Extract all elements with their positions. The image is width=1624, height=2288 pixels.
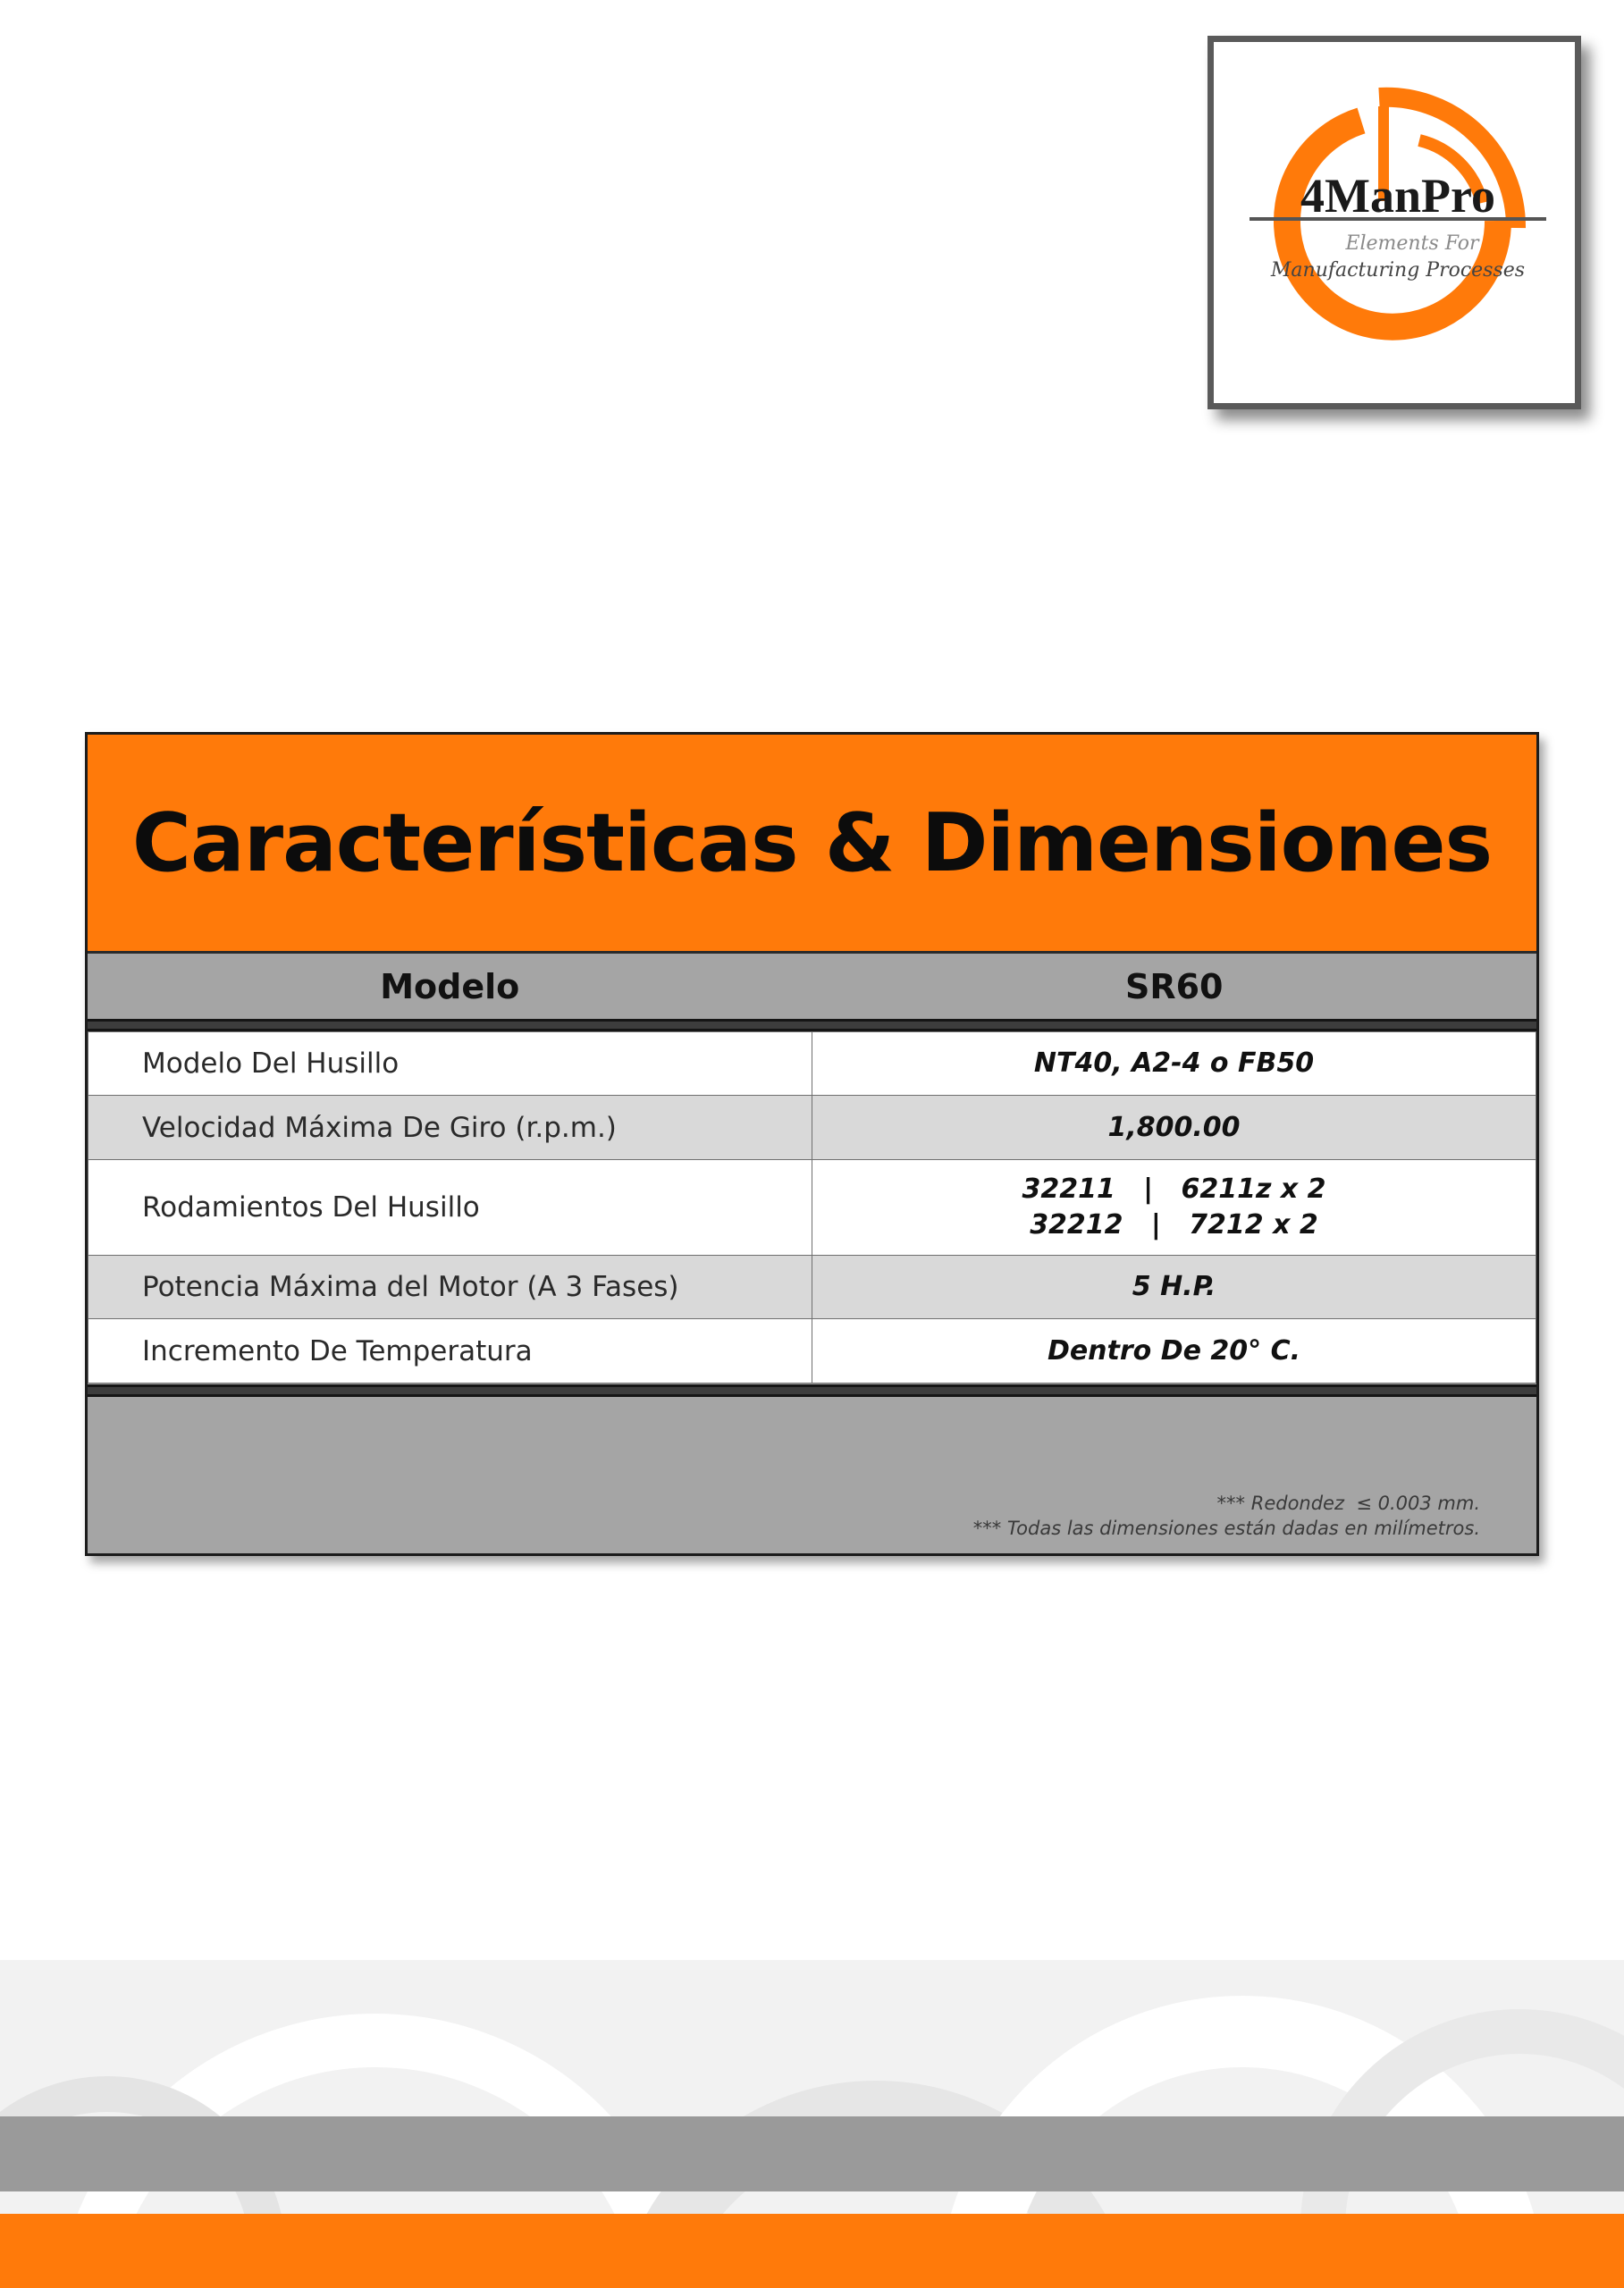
specs-card: [85, 732, 1539, 1556]
spec-label: Modelo Del Husillo: [88, 1032, 812, 1096]
footnote-units: *** Todas las dimensiones están dadas en milímetros.: [972, 1518, 1480, 1539]
footer-grey-band: [0, 2116, 1624, 2191]
brand-logo: [1207, 36, 1581, 409]
table-row: [88, 1256, 1536, 1319]
table-row: [88, 1319, 1536, 1384]
table-row: [88, 1160, 1536, 1256]
logo-tagline-2: Manufacturing Processes: [1270, 259, 1526, 282]
divider-band-top: [88, 1019, 1536, 1031]
table-row: [88, 1032, 1536, 1096]
logo-outer-arc: [1287, 121, 1498, 327]
spec-label: Potencia Máxima del Motor (A 3 Fases): [88, 1256, 812, 1319]
spec-value: 1,800.00: [812, 1096, 1536, 1160]
spec-label: Incremento De Temperatura: [88, 1319, 812, 1384]
logo-brand-name: 4ManPro: [1300, 169, 1495, 223]
spec-value: NT40, A2-4 o FB50: [812, 1032, 1536, 1096]
table-row: [88, 1096, 1536, 1160]
spec-value: 5 H.P.: [812, 1256, 1536, 1319]
card-title: Características & Dimensiones: [88, 735, 1536, 951]
model-header-row: [88, 951, 1536, 1019]
spec-value-line: 32211 | 6211z x 2: [1022, 1173, 1326, 1205]
header-model-label: Modelo: [380, 966, 520, 1006]
footnotes: [973, 1491, 1480, 1541]
header-model-value: SR60: [1124, 966, 1224, 1006]
spec-value: Dentro De 20° C.: [812, 1319, 1536, 1384]
logo-graphic: [1214, 42, 1575, 403]
spec-label: Velocidad Máxima De Giro (r.p.m.): [88, 1096, 812, 1160]
spec-value-line: 32212 | 7212 x 2: [1030, 1209, 1318, 1241]
divider-band-bottom: [88, 1384, 1536, 1397]
logo-tagline-1: Elements For: [1345, 232, 1479, 255]
spec-label: Rodamientos Del Husillo: [88, 1160, 812, 1256]
spec-table: [88, 1031, 1536, 1384]
footnote-roundness: *** Redondez ≤ 0.003 mm.: [1216, 1493, 1480, 1514]
footer-orange-band: [0, 2214, 1624, 2288]
spec-value: [812, 1160, 1536, 1256]
